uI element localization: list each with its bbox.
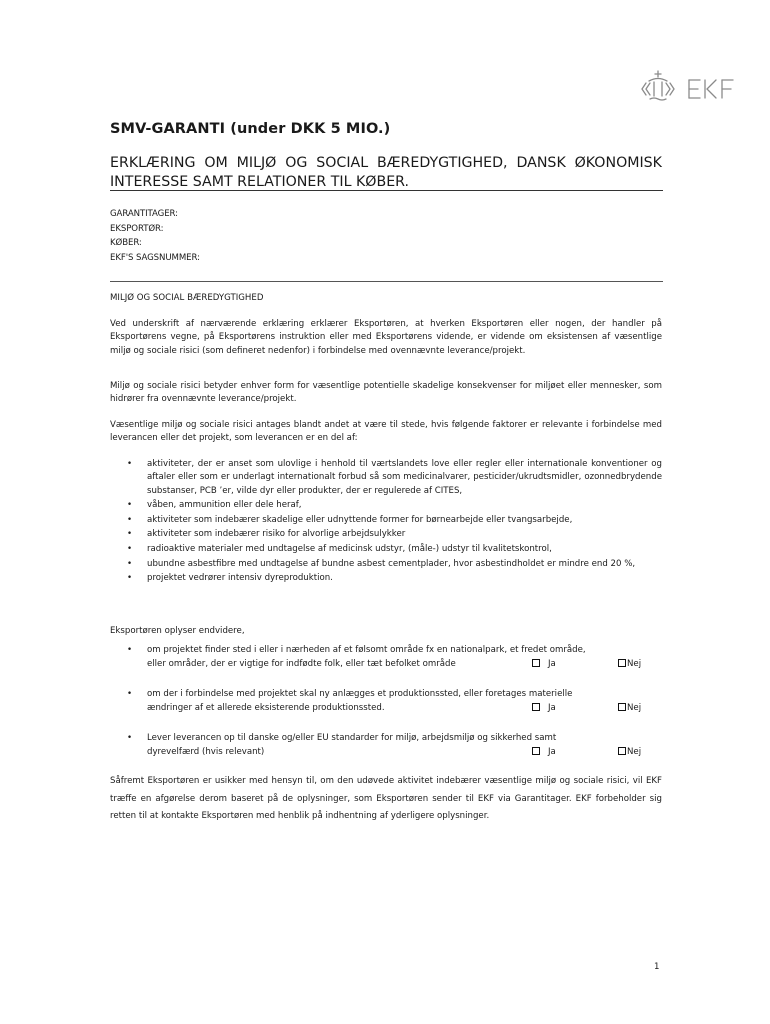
no-checkbox[interactable] [618, 703, 626, 711]
paragraph-definition: Miljø og sociale risici betyder enhver form for væsentlige potentielle skadelige konsekvenser for miljøet eller mennesker, som hidrører fra ovennævnte leverance/projekt. [110, 381, 662, 405]
bullet-icon: • [127, 558, 133, 569]
yes-label: Ja [548, 659, 556, 670]
paragraph-closing: Såfremt Eksportøren er usikker med hensyn til, om den udøvede aktivitet indebærer væsentlige miljø og sociale risici, vil EKF træffe en afgørelse derom baseret på de oplysninger, som Eksportøren sender til EKF via Garantitager. EKF forbeholder sig retten til at kontakte Eksportøren med henblik på indhentning af yderligere oplysninger. [110, 776, 662, 822]
question-sensitive-area [110, 643, 662, 673]
title-divider [110, 190, 663, 191]
further-intro: Eksportøren oplyser endvidere, [110, 626, 245, 636]
bullet-icon: • [127, 514, 133, 525]
list-item-text: aktiviteter, der er anset som ulovlige i henhold til værtslandets love eller regler eller internationale konventioner og aftaler eller som er underlagt internationalt forbud så som medicinalvarer, pesticider/ukrudtsmidler, ozonnedbrydende substanser, PCB ’er, vilde dyr eller produkter, der er regulerede af CITES, [147, 459, 662, 496]
list-item [110, 528, 662, 541]
field-garantitager: GARANTITAGER: [110, 209, 178, 219]
bullet-icon: • [127, 689, 133, 699]
list-item-text: våben, ammunition eller dele heraf, [147, 500, 302, 511]
question-text: Lever leverancen op til danske og/eller EU standarder for miljø, arbejdsmiljø og sikkerhed samt [147, 733, 557, 743]
field-koeber: KØBER: [110, 238, 142, 248]
question-text-line2: dyrevelfærd (hvis relevant) [147, 747, 265, 758]
list-item [110, 558, 662, 571]
question-text: om projektet finder sted i eller i nærheden af et følsomt område fx en nationalpark, et fredet område, [147, 645, 586, 655]
bullet-icon: • [127, 459, 133, 469]
factor-list [110, 458, 662, 585]
yes-label: Ja [548, 703, 556, 714]
question-text: om der i forbindelse med projektet skal ny anlægges et produktionssted, eller foretages materielle [147, 689, 573, 699]
bullet-icon: • [127, 500, 133, 511]
field-sagsnummer: EKF'S SAGSNUMMER: [110, 252, 200, 263]
question-production-site [110, 687, 662, 717]
document-title: SMV-GARANTI (under DKK 5 MIO.) [110, 121, 391, 137]
bullet-icon: • [127, 733, 133, 743]
ekf-logo-mark-icon [640, 70, 744, 104]
no-label: Nej [627, 703, 642, 714]
yes-checkbox[interactable] [532, 703, 540, 711]
paragraph-declaration: Ved underskrift af nærværende erklæring erklærer Eksportøren, at hverken Eksportøren eller nogen, der handler på Eksportørens vegne, på Eksportørens instruktion eller med Eksportørens vidende, er vidende om eksistensen af væsentlige miljø og sociale risici (som defineret nedenfor) i forbindelse med ovennævnte leverance/projekt. [110, 319, 662, 356]
ekf-logo [640, 70, 744, 104]
bullet-icon: • [127, 645, 133, 655]
list-item-text: aktiviteter som indebærer risiko for alvorlige arbejdsulykker [147, 529, 406, 540]
section-heading: MILJØ OG SOCIAL BÆREDYGTIGHED [110, 293, 264, 303]
list-item-text: aktiviteter som indebærer skadelige eller udnyttende former for børnearbejde eller tvangsarbejde, [147, 514, 573, 525]
no-checkbox[interactable] [618, 747, 626, 755]
bullet-icon: • [127, 573, 133, 583]
list-item [110, 499, 662, 512]
bullet-icon: • [127, 529, 133, 540]
question-standards [110, 731, 662, 761]
no-label: Nej [627, 747, 642, 758]
page-number: 1 [654, 962, 660, 972]
section-divider [110, 281, 663, 282]
list-item [110, 572, 662, 585]
list-item-text: ubundne asbestfibre med undtagelse af bundne asbest cementplader, hvor asbestindholdet er mindre end 20 %, [147, 558, 636, 569]
no-checkbox[interactable] [618, 659, 626, 667]
document-subtitle: ERKLÆRING OM MILJØ OG SOCIAL BÆREDYGTIGHED, DANSK ØKONOMISK INTERESSE SAMT RELATIONER TIL KØBER. [110, 155, 662, 190]
bullet-icon: • [127, 544, 133, 554]
header-fields [110, 207, 200, 265]
list-item [110, 543, 662, 556]
list-item-text: projektet vedrører intensiv dyreproduktion. [147, 573, 333, 583]
list-item [110, 458, 662, 498]
no-label: Nej [627, 659, 642, 670]
question-text-line2: ændringer af et allerede eksisterende produktionssted. [147, 703, 385, 714]
list-item-text: radioaktive materialer med undtagelse af medicinsk udstyr, (måle-) udstyr til kvalitetskontrol, [147, 544, 552, 554]
yes-checkbox[interactable] [532, 747, 540, 755]
question-text-line2: eller områder, der er vigtige for indfødte folk, eller tæt befolket område [147, 659, 456, 670]
field-eksportoer: EKSPORTØR: [110, 223, 164, 234]
list-item [110, 514, 662, 527]
yes-checkbox[interactable] [532, 659, 540, 667]
paragraph-factors-intro: Væsentlige miljø og sociale risici antages blandt andet at være til stede, hvis følgende faktorer er relevante i forbindelse med leverancen eller det projekt, som leverancen er en del af: [110, 420, 662, 444]
yes-label: Ja [548, 747, 556, 758]
